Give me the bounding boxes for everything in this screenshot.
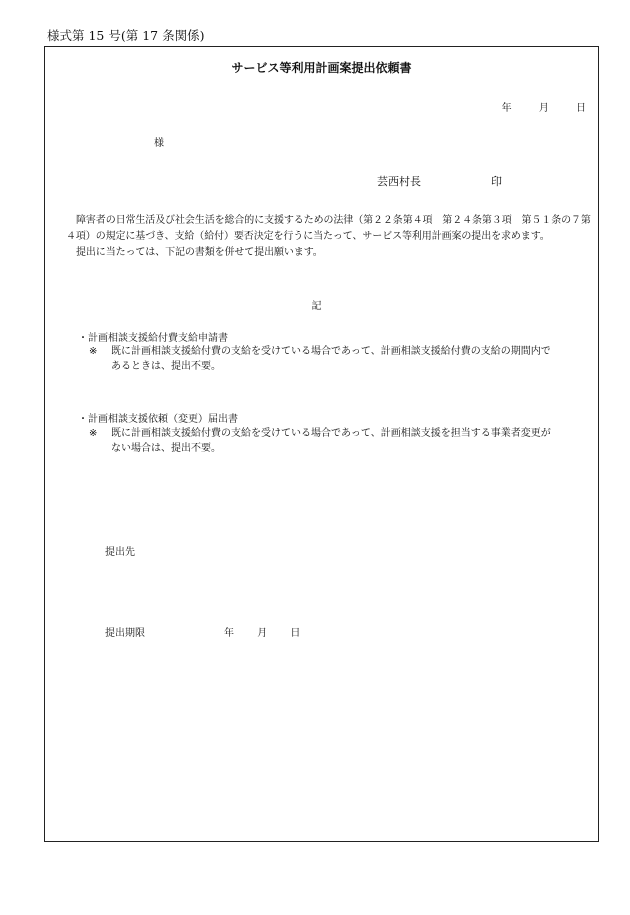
request-body xyxy=(66,213,593,261)
date-day: 日 xyxy=(576,103,586,114)
submission-destination-label: 提出先 xyxy=(105,547,135,558)
note-text: 既に計画相談支援給付費の支給を受けている場合であって、計画相談支援給付費の支給の期間内であるときは、提出不要。 xyxy=(111,346,551,372)
document-item-note xyxy=(89,344,559,374)
deadline-day: 日 xyxy=(290,628,301,639)
date-month: 月 xyxy=(538,103,549,114)
seal-mark: 印 xyxy=(491,175,502,188)
deadline-month: 月 xyxy=(257,628,268,639)
deadline-year: 年 xyxy=(224,628,234,639)
note-mark: ※ xyxy=(89,428,98,439)
issuer-name: 芸西村長 xyxy=(377,175,421,188)
submission-deadline-label: 提出期限 xyxy=(105,628,145,639)
document-item-heading: ・計画相談支援給付費支給申請書 xyxy=(78,333,228,344)
document-item-note xyxy=(89,426,559,456)
date-year: 年 xyxy=(501,103,512,114)
note-mark: ※ xyxy=(89,346,98,357)
body-paragraph-2: 提出に当たっては、下記の書類を併せて提出願います。 xyxy=(76,247,323,258)
ki-heading: 記 xyxy=(311,301,322,312)
document-frame xyxy=(44,46,599,842)
submission-deadline-date xyxy=(224,624,300,639)
note-text: 既に計画相談支援給付費の支給を受けている場合であって、計画相談支援を担当する事業者変更がない場合は、提出不要。 xyxy=(111,428,551,454)
issue-date xyxy=(502,99,586,114)
addressee-suffix: 様 xyxy=(154,138,164,149)
document-item-heading: ・計画相談支援依頼（変更）届出書 xyxy=(78,414,238,425)
form-number-label: 様式第 15 号(第 17 条関係) xyxy=(47,28,205,43)
document-title: サービス等利用計画案提出依頼書 xyxy=(231,61,412,75)
body-paragraph-1: 障害者の日常生活及び社会生活を総合的に支援するための法律（第２２条第４項 第２４条第３項 第５１条の７第４項）の規定に基づき、支給（給付）要否決定を行うに当たって、サービス等利用計画案の提出を求めます。 xyxy=(66,215,591,242)
